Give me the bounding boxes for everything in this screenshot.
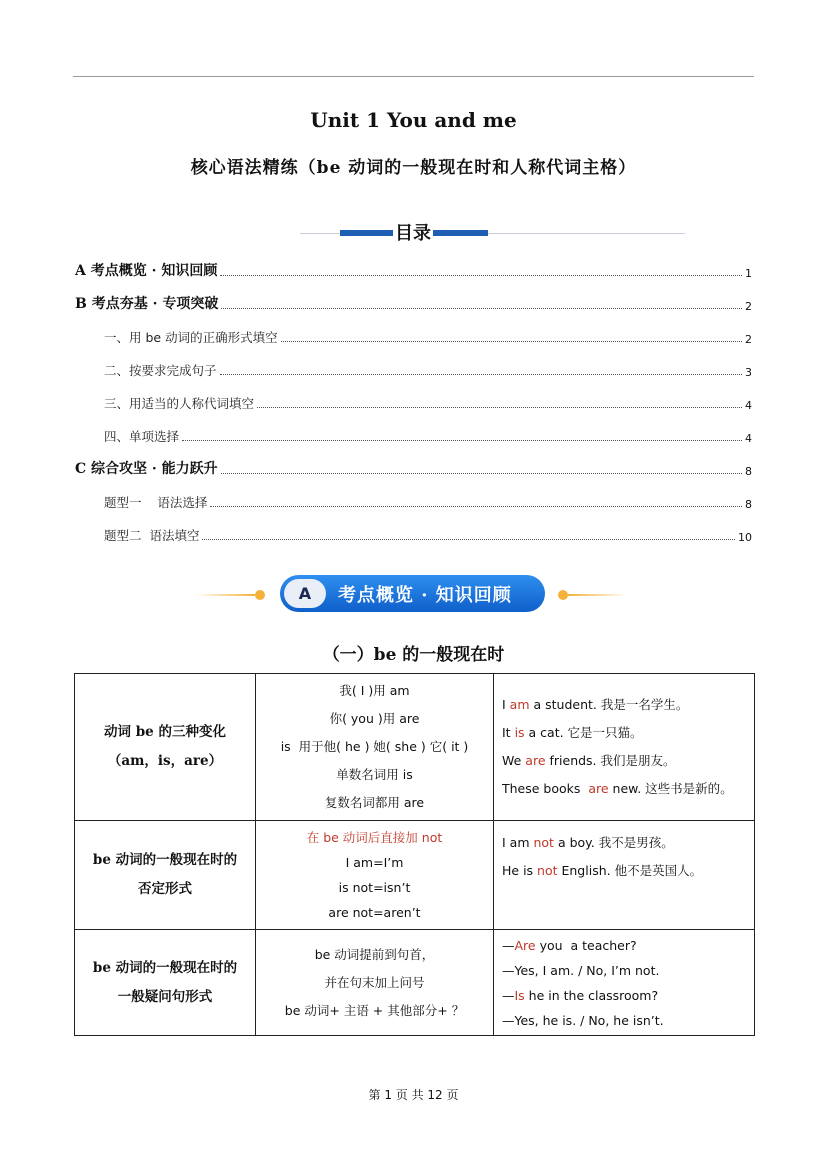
toc-heading-line-right	[488, 233, 685, 234]
toc-heading-line-left	[300, 233, 340, 234]
toc-item-page: 8	[745, 498, 752, 511]
grammar-table	[74, 673, 755, 1036]
example-line	[502, 958, 754, 983]
page-subtitle: 核心语法精练（be 动词的一般现在时和人称代词主格）	[190, 158, 637, 178]
toc-item[interactable]	[104, 359, 752, 379]
example-line	[502, 719, 754, 747]
banner-letter: A	[284, 579, 326, 608]
toc-item-page: 10	[738, 531, 752, 544]
toc-item[interactable]	[75, 260, 752, 280]
row-title	[75, 821, 256, 930]
table-row	[75, 821, 755, 930]
toc-item[interactable]	[75, 293, 752, 313]
example-highlight: Are	[514, 937, 536, 953]
example-text: These books	[502, 781, 589, 796]
example-text: you a teacher?	[535, 937, 637, 953]
example-text: a cat. 它是一只猫。	[524, 725, 643, 740]
toc-item[interactable]	[104, 524, 752, 544]
example-text: I	[502, 697, 510, 712]
rule-highlight: 在 be 动词后直接加 not	[306, 830, 443, 845]
example-highlight: not	[537, 863, 558, 878]
toc-item[interactable]	[104, 491, 752, 511]
toc-heading-text: 目录	[395, 223, 431, 244]
banner-line-right	[568, 594, 628, 596]
rule-line: is 用于他( he ) 她( she ) 它( it )	[280, 739, 469, 754]
toc-leader	[221, 473, 742, 474]
section-banner	[195, 574, 635, 614]
toc-heading-bar-right	[433, 230, 488, 236]
toc-leader	[257, 407, 742, 408]
example-highlight: not	[533, 835, 554, 850]
example-text: —Yes, he is. / No, he isn’t.	[502, 1012, 664, 1028]
toc-leader	[182, 440, 742, 441]
rule-line: I am=I’m	[345, 855, 404, 870]
row-title-line: be 动词的一般现在时的	[92, 852, 238, 868]
example-text: We	[502, 753, 526, 768]
example-highlight: are	[588, 781, 609, 796]
toc-item-page: 1	[745, 267, 752, 280]
toc-item[interactable]	[104, 392, 752, 412]
toc-item-page: 4	[745, 432, 752, 445]
row-title	[75, 674, 256, 821]
toc-item-label: B 考点夯基 · 专项突破	[75, 296, 219, 312]
example-line	[502, 857, 754, 885]
toc-item-label: 三、用适当的人称代词填空	[104, 396, 255, 411]
example-highlight: am	[509, 697, 530, 712]
example-text: He is	[502, 863, 538, 878]
example-line	[502, 747, 754, 775]
section-title: （一）be 的一般现在时	[322, 645, 505, 665]
toc-leader	[220, 374, 742, 375]
rule-line: are not=aren’t	[328, 905, 421, 920]
example-text: I am	[502, 835, 534, 850]
example-line	[502, 775, 754, 803]
rule-line: 单数名词用 is	[336, 767, 413, 782]
header-rule	[73, 76, 754, 77]
toc-item[interactable]	[75, 458, 752, 478]
example-line	[502, 691, 754, 719]
toc-item-label: 一、用 be 动词的正确形式填空	[104, 330, 278, 345]
example-text: —	[502, 987, 515, 1003]
toc-item-label: C 综合攻坚 · 能力跃升	[75, 461, 218, 477]
toc-item-page: 2	[745, 333, 752, 346]
toc-item-page: 4	[745, 399, 752, 412]
rule-line: 复数名词都用 are	[324, 795, 425, 810]
toc-heading-bar-left	[340, 230, 393, 236]
example-text: he in the classroom?	[524, 987, 659, 1003]
toc-leader	[221, 308, 742, 309]
example-text: It	[502, 725, 515, 740]
toc-item-page: 3	[745, 366, 752, 379]
example-text: new. 这些书是新的。	[608, 781, 733, 796]
row-rules	[256, 674, 494, 821]
example-text: a student. 我是一名学生。	[529, 697, 689, 712]
row-rules	[256, 821, 494, 930]
table-row	[75, 674, 755, 821]
example-text: a boy. 我不是男孩。	[553, 835, 674, 850]
banner-text: 考点概览 · 知识回顾	[338, 585, 512, 606]
banner-dot-left	[255, 590, 265, 600]
toc-leader	[202, 539, 735, 540]
rule-line: 你( you )用 are	[329, 711, 420, 726]
rule-line: 我( I )用 am	[339, 683, 410, 698]
table-row	[75, 930, 755, 1036]
example-line	[502, 829, 754, 857]
example-highlight: is	[514, 725, 525, 740]
row-examples	[494, 674, 755, 821]
example-highlight: are	[525, 753, 546, 768]
row-title-line: 一般疑问句形式	[117, 988, 213, 1005]
toc-item[interactable]	[104, 326, 752, 346]
example-line	[502, 983, 754, 1008]
example-text: —	[502, 937, 515, 953]
example-text: English. 他不是英国人。	[557, 863, 703, 878]
example-highlight: Is	[514, 987, 525, 1003]
row-title	[75, 930, 256, 1036]
toc-heading	[300, 216, 690, 246]
toc-item[interactable]	[104, 425, 752, 445]
toc-leader	[281, 341, 742, 342]
toc-item-label: 二、按要求完成句子	[104, 363, 217, 378]
banner-line-left	[195, 594, 255, 596]
toc-leader	[210, 506, 742, 507]
example-text: —Yes, I am. / No, I’m not.	[502, 962, 660, 978]
row-title-line: （am，is，are）	[107, 753, 223, 769]
row-rules	[256, 930, 494, 1036]
toc-item-page: 8	[745, 465, 752, 478]
row-examples	[494, 821, 755, 930]
toc-item-page: 2	[745, 300, 752, 313]
example-line	[502, 1008, 754, 1033]
page-footer: 第 1 页 共 12 页	[368, 1088, 459, 1102]
row-title-line: be 动词的一般现在时的	[92, 959, 238, 976]
toc-item-label: 题型一 语法选择	[104, 495, 208, 510]
example-line	[502, 933, 754, 958]
rule-line: is not=isn’t	[338, 880, 411, 895]
rule-line: 并在句末加上问号	[324, 974, 425, 990]
page-title: Unit 1 You and me	[310, 108, 517, 132]
toc-leader	[220, 275, 742, 276]
banner-dot-right	[558, 590, 568, 600]
toc-item-label: 四、单项选择	[104, 429, 180, 444]
rule-line: be 动词提前到句首，	[314, 946, 435, 962]
example-text: friends. 我们是朋友。	[545, 753, 676, 768]
row-examples	[494, 930, 755, 1036]
row-title-line: 否定形式	[138, 881, 192, 897]
rule-line: be 动词+ 主语 + 其他部分+ ？	[284, 1002, 465, 1018]
toc-item-label: A 考点概览 · 知识回顾	[75, 263, 218, 279]
row-title-line: 动词 be 的三种变化	[104, 724, 226, 740]
toc-item-label: 题型二 语法填空	[104, 528, 200, 543]
